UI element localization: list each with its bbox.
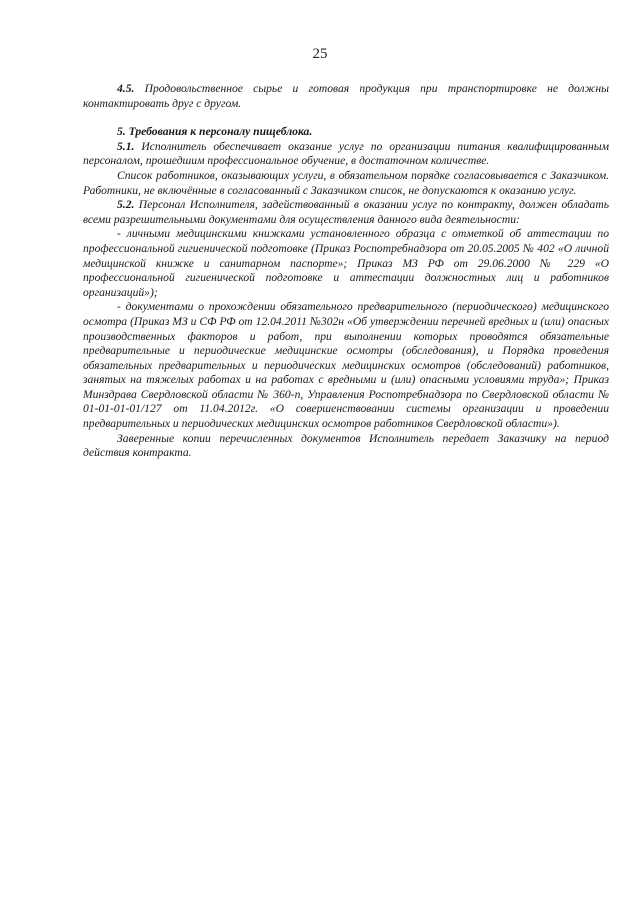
paragraph-4-5 [83, 82, 609, 111]
list-item-medical-books: - личными медицинскими книжками установленного образца с отметкой об аттестации по профессиональной гигиенической подготовке (Приказ Роспотребнадзора от 20.05.2005 № 402 «О личной медицинской книжке и санитарном паспорте»; Приказ МЗ РФ от 29.06.2000 № 229 «О профессиональной гигиенической подготовке и аттестации должностных лиц и работников организаций»); [83, 227, 609, 299]
clause-number-5-1: 5.1. [117, 139, 135, 153]
paragraph-certified-copies: Заверенные копии перечисленных документов Исполнитель передает Заказчику на период действия контракта. [83, 431, 609, 460]
clause-number-4-5: 4.5. [117, 82, 135, 95]
clause-text-5-1: Исполнитель обеспечивает оказание услуг по организации питания квалифицированным персоналом, прошедшим профессиональное обучение, в достаточном количестве. [83, 139, 609, 168]
section-5-heading: 5. Требования к персоналу пищеблока. [117, 125, 313, 139]
clause-text-4-5: Продовольственное сырье и готовая продукция при транспортировке не должны контактировать друг с другом. [83, 82, 609, 110]
list-item-medical-exams: - документами о прохождении обязательного предварительного (периодического) медицинского осмотра (Приказ МЗ и СФ РФ от 12.04.2011 №302н «Об утверждении перечней вредных и (или) опасных производственных факторов и работ, при выполнении которых проводятся обязательные предварительные и периодические медицинские осмотры (обследования), и Порядка проведения обязательных предварительных и периодических медицинских осмотров (обследований) работников, занятых на тяжелых работах и на работах с вредными и (или) опасными условиями труда»; Приказ Минздрава Свердловской области № 360-п, Управления Роспотребнадзора по Свердловской области № 01-01-01-01/127 от 11.04.2012г. «О совершенствовании системы организации и проведении предварительных и периодических медицинских осмотров работников Свердловской области»). [83, 300, 609, 431]
clause-number-5-2: 5.2. [117, 198, 135, 212]
paragraph-5-1 [83, 140, 609, 169]
document-body [83, 82, 609, 461]
clause-text-5-2: Персонал Исполнителя, задействованный в оказании услуг по контракту, должен обладать всеми разрешительными документами для осуществления данного вида деятельности: [83, 198, 609, 226]
paragraph-5-2 [83, 198, 609, 227]
page-number: 25 [312, 46, 328, 62]
paragraph-worker-list: Список работников, оказывающих услуги, в обязательном порядке согласовывается с Заказчиком. Работники, не включённые в согласованный с Заказчиком список, не допускаются к оказанию услуг. [83, 168, 609, 197]
